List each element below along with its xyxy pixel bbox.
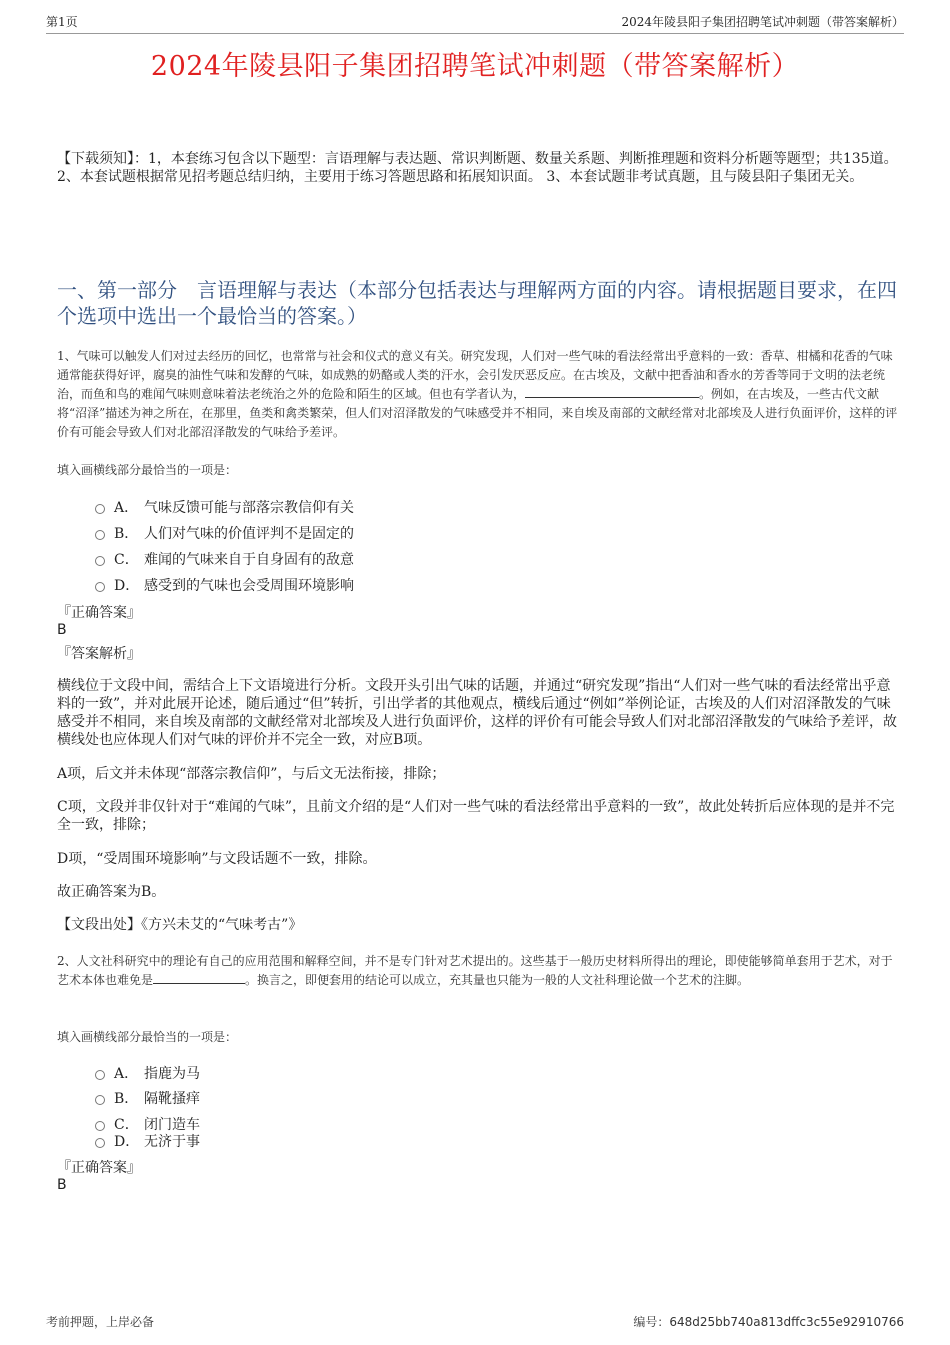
question-1-analysis-paragraph: C项，文段并非仅针对于“难闻的气味”，且前文介绍的是“人们对一些气味的看法经常出乎意料的一致”，故此处转折后应体现的是并不完全一致，排除； — [57, 799, 895, 833]
question-1-option-d[interactable] — [95, 575, 354, 595]
radio-icon[interactable] — [95, 556, 105, 566]
option-text: 隔靴搔痒 — [144, 1091, 200, 1107]
option-text: 无济于事 — [144, 1134, 200, 1150]
question-2-option-b[interactable] — [95, 1088, 200, 1108]
header-doc-title: 2024年陵县阳子集团招聘笔试冲刺题（带答案解析） — [621, 15, 904, 29]
question-1-analysis-paragraph: 横线位于文段中间，需结合上下文语境进行分析。文段开头引出气味的话题，并通过“研究发现”指出“人们对一些气味的看法经常出乎意料的一致”，并对此展开论述，随后通过“但”转折，引出学者的其他观点，横线后通过“例如”举例论证，古埃及的人们对沼泽散发的气味感受并不相同，来自埃及南部的文献经常对北部埃及人进行负面评价，这样的评价有可能会导致人们对北部沼泽散发的气味给予差评，故横线处也应体现人们对气味的评价并不完全一致，对应B项。 — [57, 678, 897, 748]
footer-code-label: 编号： — [633, 1315, 670, 1329]
fill-blank — [607, 385, 699, 398]
question-1-option-c[interactable] — [95, 549, 354, 569]
question-2-option-d[interactable] — [95, 1131, 200, 1151]
option-letter: C． — [114, 552, 139, 568]
radio-icon[interactable] — [95, 1070, 105, 1080]
question-2-answer: B — [57, 1177, 67, 1193]
question-2-option-a[interactable] — [95, 1063, 200, 1083]
radio-icon[interactable] — [95, 530, 105, 540]
radio-icon[interactable] — [95, 1138, 105, 1148]
radio-icon[interactable] — [95, 582, 105, 592]
question-1-answer-label: 『正确答案』 — [57, 605, 141, 621]
question-2-text-part2: 。换言之，即便套用的结论可以成立，充其量也只能为一般的人文社科理论做一个艺术的注脚。 — [245, 973, 750, 987]
question-1-text-part2: 。例如，在古埃及，一些古代文献将“沼泽”描述为神之所在，在那里，鱼类和禽类繁荣，但人们对沼泽散发的气味感受并不相同，来自埃及南部的文献经常对北部埃及人进行负面评价，这样的评价有可能会导致人们对北部沼泽散发的气味给予差评。 — [57, 387, 898, 439]
page-number: 第1页 — [46, 15, 78, 29]
radio-icon[interactable] — [95, 504, 105, 514]
question-1-option-b[interactable] — [95, 523, 354, 543]
option-letter: D． — [114, 1134, 140, 1150]
option-letter: B． — [114, 1091, 139, 1107]
question-1-option-a[interactable] — [95, 497, 354, 517]
download-notice: 【下载须知】：1，本套练习包含以下题型：言语理解与表达题、常识判断题、数量关系题、判断推理题和资料分析题等题型；共135道。 2、本套试题根据常见招考题总结归纳，主要用于练习答题思路和拓展知识面。 3、本套试题非考试真题，且与陵县阳子集团无关。 — [57, 151, 898, 185]
section-heading: 一、第一部分 言语理解与表达（本部分包括表达与理解两方面的内容。请根据题目要求，在四个选项中选出一个最恰当的答案。） — [57, 278, 897, 328]
question-1-answer: B — [57, 622, 67, 638]
fill-blank — [153, 971, 245, 984]
radio-icon[interactable] — [95, 1095, 105, 1105]
question-1-text — [57, 347, 902, 442]
option-text: 难闻的气味来自于自身固有的敌意 — [144, 552, 354, 568]
document-title: 2024年陵县阳子集团招聘笔试冲刺题（带答案解析） — [150, 51, 800, 82]
fill-blank — [525, 385, 607, 398]
question-2-answer-label: 『正确答案』 — [57, 1160, 141, 1176]
option-text: 气味反馈可能与部落宗教信仰有关 — [144, 500, 354, 516]
radio-icon[interactable] — [95, 1121, 105, 1131]
question-1-analysis-paragraph: 故正确答案为B。 — [57, 884, 166, 900]
question-1-analysis-paragraph: A项，后文并未体现“部落宗教信仰”，与后文无法衔接，排除； — [57, 766, 446, 782]
question-1-text-part1: 1、气味可以触发人们对过去经历的回忆，也常常与社会和仪式的意义有关。研究发现，人们对一些气味的看法经常出乎意料的一致：香草、柑橘和花香的气味通常能获得好评，腐臭的油性气味和发酵的气味，如成熟的奶酪或人类的汗水，会引发厌恶反应。在古埃及，文献中把香油和香水的芳香等同于文明的法老统治，而鱼和鸟的难闻气味则意味着法老统治之外的危险和陌生的区域。但也有学者认为， — [57, 349, 893, 401]
option-letter: D． — [114, 578, 140, 594]
footer-slogan: 考前押题，上岸必备 — [46, 1315, 155, 1329]
option-text: 人们对气味的价值评判不是固定的 — [144, 526, 354, 542]
option-letter: C． — [114, 1117, 139, 1133]
option-letter: B． — [114, 526, 139, 542]
option-text: 感受到的气味也会受周围环境影响 — [144, 578, 354, 594]
footer-code-block — [633, 1313, 904, 1330]
option-text: 闭门造车 — [144, 1117, 200, 1133]
option-letter: A． — [114, 1066, 139, 1082]
page-footer — [46, 1313, 904, 1330]
question-2-text-part1: 2、人文社科研究中的理论有自己的应用范围和解释空间，并不是专门针对艺术提出的。这些基于一般历史材料所得出的理论，即使能够简单套用于艺术，对于艺术本体也难免是 — [57, 954, 893, 987]
page-header — [46, 13, 904, 34]
question-2-text — [57, 952, 902, 990]
question-1-analysis-paragraph: D项，“受周围环境影响”与文段话题不一致，排除。 — [57, 851, 377, 867]
question-1-source: 【文段出处】《方兴未艾的“气味考古”》 — [57, 917, 303, 933]
option-letter: A． — [114, 500, 139, 516]
option-text: 指鹿为马 — [144, 1066, 200, 1082]
question-1-prompt: 填入画横线部分最恰当的一项是： — [57, 463, 238, 477]
footer-code: 648d25bb740a813dffc3c55e92910766 — [669, 1315, 904, 1329]
question-2-prompt: 填入画横线部分最恰当的一项是： — [57, 1030, 238, 1044]
question-1-analysis-label: 『答案解析』 — [57, 646, 141, 662]
